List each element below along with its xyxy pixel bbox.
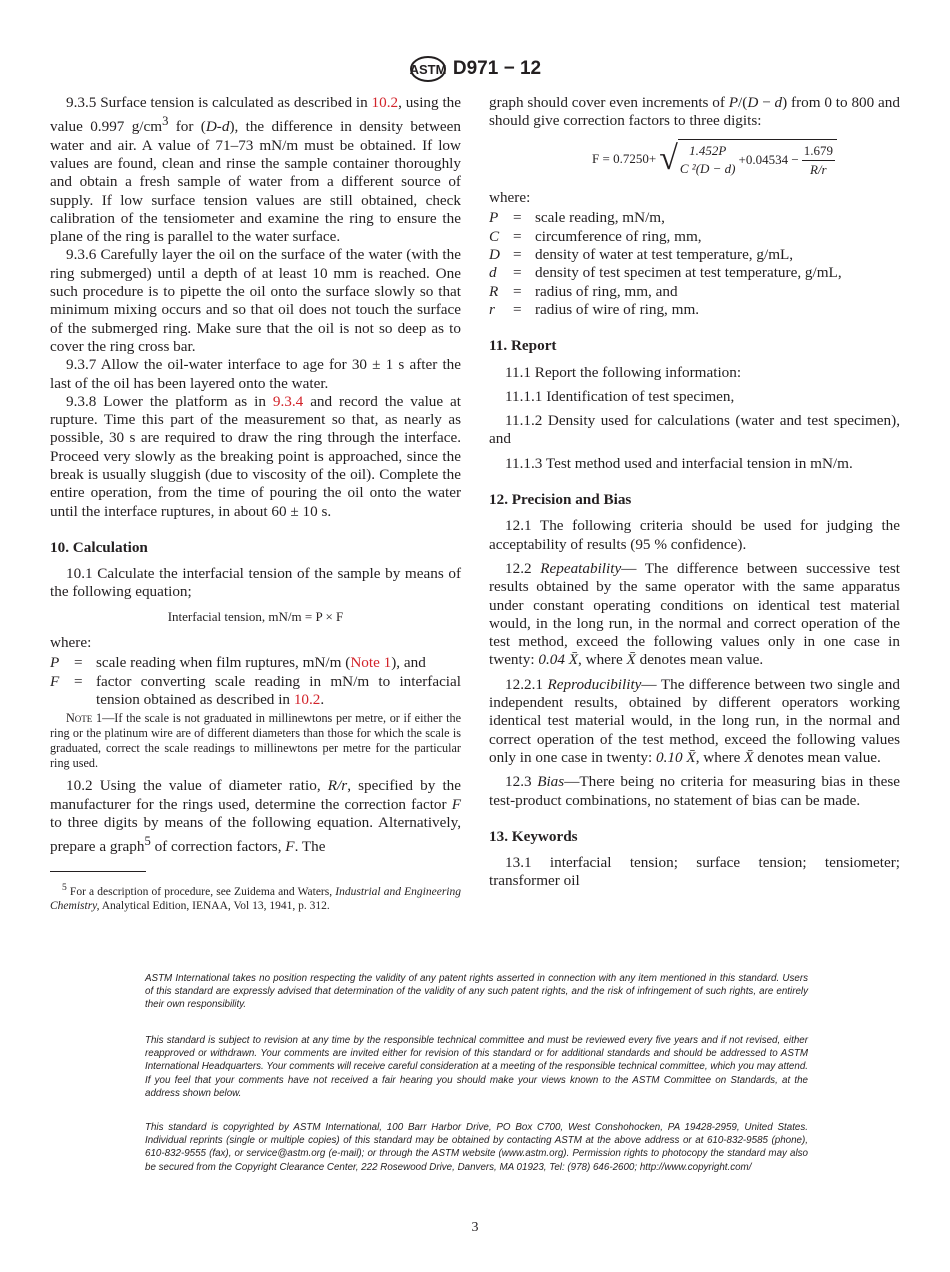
heading-calculation: 10. Calculation — [50, 538, 148, 556]
para-9-3-8: 9.3.8 Lower the platform as in 9.3.4 and record the value at rupture. Time this part of the measurement so that, as nearly as possible, 30 s are required to draw the ring through the interface. Proceed very slowly as the breaking point is approached, since the break is usually sluggish (due to viscosity of the oil). Complete the entire operation, from the time of pouring the oil onto the water until the interface ruptures, in about 60 ± 10 s. — [50, 392, 462, 520]
para-11-1-3: 11.1.3 Test method used and interfacial tension in mN/m. — [505, 454, 853, 472]
para-10-2: 10.2 Using the value of diameter ratio, R/r, specified by the manufacturer for the rings used, determine the correction factor F to three digits by means of the following equation. Alternatively, prepare a graph$^5$ of correction factors, F. The — [50, 777, 461, 856]
link-9-3-4[interactable]: 9.3.4 — [272, 392, 304, 410]
link-note-1[interactable]: Note 1 — [350, 654, 392, 672]
definition-p: P = scale reading when film ruptures, mN/m (Note 1), and — [50, 654, 426, 672]
note-1: Note 1—If the scale is not graduated in millinewtons per metre, or if either the ring or the platinum wire are of different diameters than those for which the scale is graduated, correct the scale readings to millinewtons per metre for the particular ring used. — [50, 711, 461, 771]
heading-keywords: 13. Keywords — [489, 827, 578, 845]
astm-logo — [409, 55, 447, 83]
para-12-3: 12.3 Bias—There being no criteria for measuring bias in these test-product combinations, no statement of bias can be made. — [489, 773, 901, 809]
definition-d: d = density of test specimen at test temperature, g/mL, — [489, 264, 842, 282]
equation-correction-factor: F = 0.7250+ √ 1.452P C ²(D − d) +0.04534 − $\frac{1.679}{R/r}$ — [529, 139, 900, 180]
footer-patent-notice: ASTM International takes no position respecting the validity of any patent rights asserted in connection with any item mentioned in this standard. Users of this standard are expressly advised that determination of the validity of any such patent rights, and the risk of infringement of such rights, are entirely their own responsibility. — [145, 973, 808, 1011]
definition-D: D = density of water at test temperature, g/mL, — [489, 246, 794, 264]
page-number: 3 — [471, 1220, 479, 1235]
definition-c: C = circumference of ring, mm, — [489, 227, 702, 245]
left-column — [50, 94, 461, 914]
definition-R: R = radius of ring, mm, and — [489, 282, 678, 300]
para-11-1-1: 11.1.1 Identification of test specimen, — [505, 387, 735, 405]
designation: D971 − 12 — [452, 58, 542, 80]
definition-f: F = factor converting scale reading in mN/m to interfacial tension obtained as described in 10.2. — [50, 672, 461, 708]
definition-r: r = radius of wire of ring, mm. — [489, 300, 700, 318]
para-11-1: 11.1 Report the following information: — [505, 363, 742, 381]
para-9-3-6: 9.3.6 Carefully layer the oil on the surface of the water (with the ring submerged) until a depth of at least 10 mm is reached. One such procedure is to pipette the oil onto the surface slowly so that minimum mixing occurs and so that oil does not touch the surface of the submerged ring. Make sure that the oil is not so deep as to cover the ring cross bar. — [50, 246, 461, 355]
svg-text:ASTM: ASTM — [409, 62, 447, 77]
para-12-2-1: 12.2.1 Reproducibility— The difference between two single and independent results, obtained by different operators working identical test material would, in the long run, in the normal and correct operation of the test method, exceed the following values only in one case in twenty: 0.10 X̄, where X̄ denotes mean value. — [489, 675, 900, 766]
para-12-2: 12.2 Repeatability— The difference between successive test results obtained by the same operator with the same apparatus under constant operating conditions on identical test material would, in the long run, in the normal and correct operation of the test method, exceed the following values only in one case in twenty: 0.04 X̄, where X̄ denotes mean value. — [489, 559, 900, 669]
para-9-3-5: 9.3.5 Surface tension is calculated as described in 10.2, using the value 0.997 $g/cm^3$ for (D-d), the difference in density between water and air. A value of 71–73 mN/m must be obtained. If low values are found, clean and rinse the sample container thoroughly and obtain a fresh sample of water from a different source of supply. If low surface tension values are still obtained, check calibration of the tensiometer and examine the ring to ensure the plane of the ring is parallel to the water surface. — [50, 94, 461, 246]
para-13-1: 13.1 interfacial tension; surface tension; tensiometer; transformer oil — [489, 854, 900, 890]
para-10-2-continued: graph should cover even increments of P/(D − d) from 0 to 800 and should give correction factors to three digits: — [489, 94, 900, 130]
heading-precision-bias: 12. Precision and Bias — [489, 491, 632, 509]
footnote-5: $^5$ For a description of procedure, see Zuidema and Waters, Industrial and Engineering Chemistry, Analytical Edition, IENAA, Vol 13, 1941, p. 312. — [50, 881, 462, 913]
sqrt-sign: √ — [659, 139, 678, 177]
footnote-divider — [50, 871, 146, 872]
where-label: where: — [489, 189, 531, 207]
where-label: where: — [50, 634, 92, 652]
footer-revision-notice: This standard is subject to revision at any time by the responsible technical committee and must be reviewed every five years and if not revised, either reapproved or withdrawn. Your comments are invited either for revision of this standard or for additional standards and should be addressed to ASTM International Headquarters. Your comments will receive careful consideration at a meeting of the responsible technical committee, which you may attend. If you feel that your comments have not received a fair hearing you should make your views known to the ASTM Committee on Standards, at the address shown below. — [145, 1035, 808, 1099]
definition-p: P = scale reading, mN/m, — [489, 209, 665, 227]
page-header — [0, 55, 950, 83]
link-10-2[interactable]: 10.2 — [293, 690, 321, 708]
para-12-1: 12.1 The following criteria should be used for judging the acceptability of results (95 % confidence). — [489, 517, 900, 553]
para-10-1: 10.1 Calculate the interfacial tension of the sample by means of the following equation; — [50, 565, 461, 601]
equation-interfacial-tension: Interfacial tension, mN/m = P × F — [167, 608, 344, 624]
right-column — [489, 94, 900, 891]
heading-report: 11. Report — [489, 337, 557, 355]
link-10-2[interactable]: 10.2 — [371, 94, 399, 111]
footer-copyright-notice: This standard is copyrighted by ASTM International, 100 Barr Harbor Drive, PO Box C700, West Conshohocken, PA 19428-2959, United States. Individual reprints (single or multiple copies) of this standard may be obtained by contacting ASTM at the above address or at 610-832-9585 (phone), 610-832-9555 (fax), or service@astm.org (e-mail); or through the ASTM website (www.astm.org). Permission rights to photocopy the standard may also be secured from the Copyright Clearance Center, 222 Rosewood Drive, Danvers, MA 01923, Tel: (978) 646-2600; http://www.copyright.com/ — [145, 1122, 808, 1173]
para-11-1-2: 11.1.2 Density used for calculations (water and test specimen), and — [489, 412, 900, 448]
para-9-3-7: 9.3.7 Allow the oil-water interface to age for 30 ± 1 s after the last of the oil has been layered onto the water. — [50, 356, 461, 392]
